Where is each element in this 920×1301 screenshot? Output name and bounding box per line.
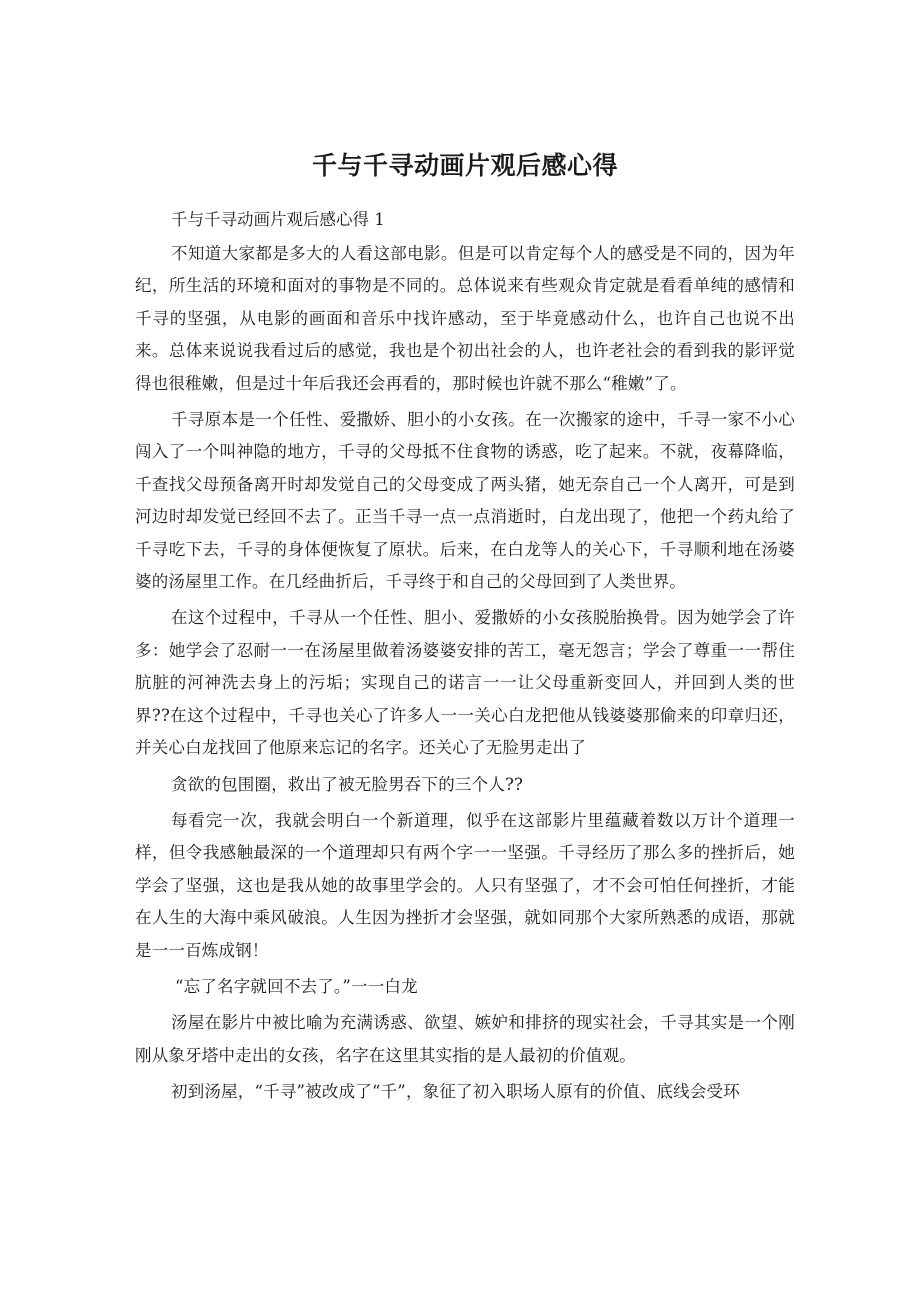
- quote-line: “忘了名字就回不去了。”一一白龙: [175, 976, 418, 996]
- paragraph-2: 千寻原本是一个任性、爱撒娇、胆小的小女孩。在一次搬家的途中，千寻一家不小心闯入了一个叫神隐的地方，千寻的父母抵不住食物的诱惑，吃了起来。不就，夜幕降临，千查找父母预备离开时却发觉自己的父母变成了两头猪，她无奈自己一个人离开，可是到河边时却发觉已经回不去了。正当千寻一点一点消逝时，白龙出现了，他把一个药丸给了千寻吃下去，千寻的身体便恢复了原状。后来，在白龙等人的关心下，千寻顺利地在汤婆婆的汤屋里工作。在几经曲折后，千寻终于和自己的父母回到了人类世界。: [135, 410, 795, 592]
- paragraph-3: 在这个过程中，千寻从一个任性、胆小、爱撒娇的小女孩脱胎换骨。因为她学会了许多：她学会了忍耐一一在汤屋里做着汤婆婆安排的苦工，毫无怨言；学会了尊重一一帮住肮脏的河神洗去身上的污垢；实现自己的诺言一一让父母重新变回人，并回到人类的世界??在这个过程中，千寻也关心了许多人一一关心白龙把他从钱婆婆那偷来的印章归还，并关心白龙找回了他原来忘记的名字。还关心了无脸男走出了: [135, 608, 795, 758]
- paragraph-4: 贪欲的包围圈，救出了被无脸男吞下的三个人??: [171, 774, 524, 794]
- document-title: 千与千寻动画片观后感心得: [311, 151, 618, 180]
- paragraph-5: 每看完一次，我就会明白一个新道理，似乎在这部影片里蕴藏着数以万计个道理一样，但令我感触最深的一个道理却只有两个字一一坚强。千寻经历了那么多的挫折后，她学会了坚强，这也是我从她的故事里学会的。人只有坚强了，才不会可怕任何挫折，才能在人生的大海中乘风破浪。人生因为挫折才会坚强，就如同那个大家所熟悉的成语，那就是一一百炼成钢！: [135, 810, 795, 960]
- paragraph-1: 不知道大家都是多大的人看这部电影。但是可以肯定每个人的感受是不同的，因为年纪，所生活的环境和面对的事物是不同的。总体说来有些观众肯定就是看看单纯的感情和千寻的坚强，从电影的画面和音乐中找许感动，至于毕竟感动什么，也许自己也说不出来。总体来说说我看过后的感觉，我也是个初出社会的人，也许老社会的看到我的影评觉得也很稚嫩，但是过十年后我还会再看的，那时候也许就不那么“稚嫩”了。: [135, 244, 795, 393]
- paragraph-6: 汤屋在影片中被比喻为充满诱惑、欲望、嫉妒和排挤的现实社会，千寻其实是一个刚刚从象牙塔中走出的女孩，名字在这里其实指的是人最初的价值观。: [135, 1013, 795, 1065]
- document-subtitle: 千与千寻动画片观后感心得 1: [171, 210, 385, 229]
- paragraph-7: 初到汤屋，“千寻”被改成了“千”，象征了初入职场人原有的价值、底线会受环: [171, 1082, 740, 1102]
- document-page: [135, 148, 795, 1113]
